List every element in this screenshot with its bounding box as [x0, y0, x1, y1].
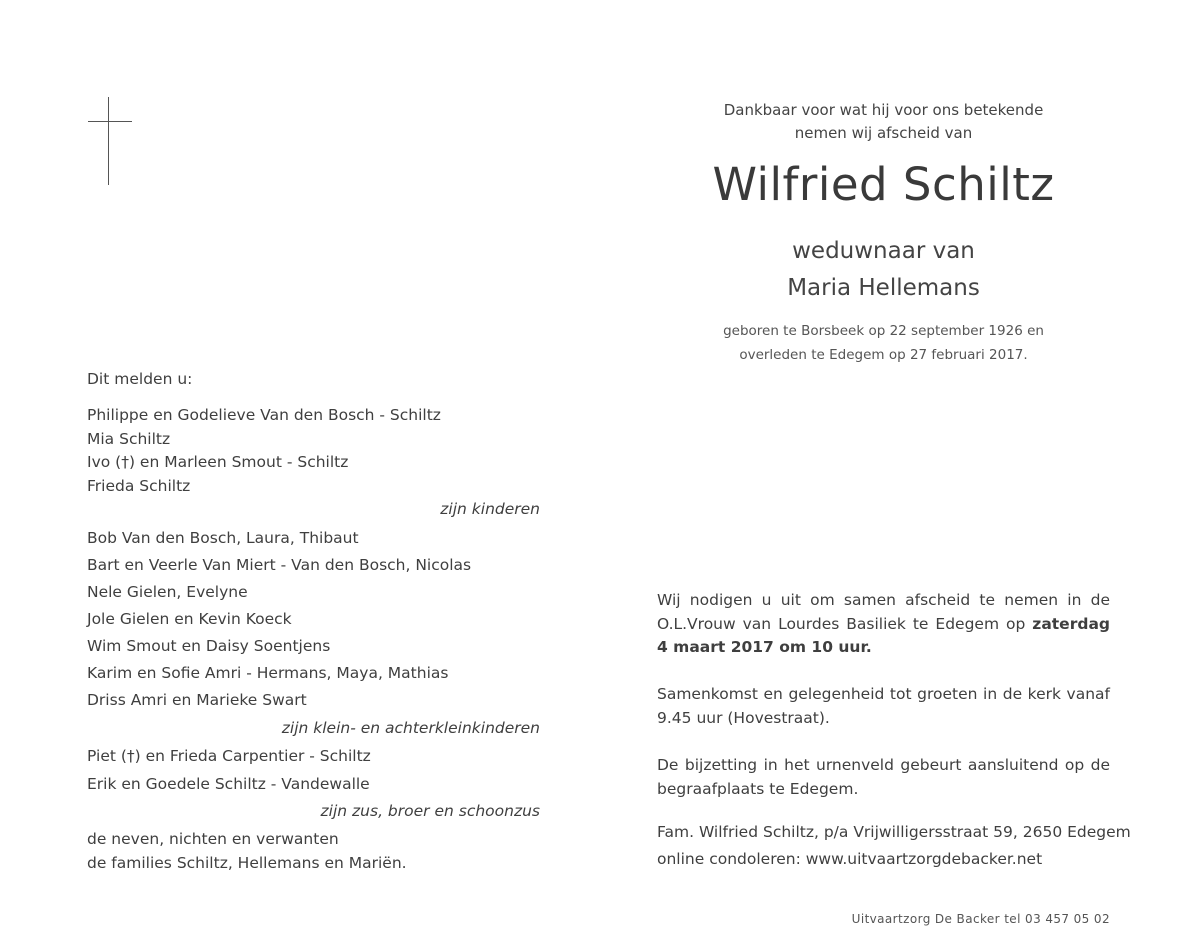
grandchild-line: Karim en Sofie Amri - Hermans, Maya, Mathias — [87, 664, 449, 682]
spouse-name: Maria Hellemans — [787, 275, 980, 301]
burial-text: De bijzetting in het urnenveld gebeurt aansluitend op de begraafplaats te Edegem. — [657, 756, 1110, 798]
child-line: Philippe en Godelieve Van den Bosch - Schiltz — [87, 406, 441, 424]
children-role: zijn kinderen — [440, 500, 540, 518]
invitation-text: Wij nodigen u uit om samen afscheid te nemen in de O.L.Vrouw van Lourdes Basiliek te Edegem op — [657, 591, 1110, 633]
grandchildren-role: zijn klein- en achterkleinkinderen — [281, 719, 540, 737]
life-dates — [657, 319, 1110, 367]
sibling-line: Erik en Goedele Schiltz - Vandewalle — [87, 775, 370, 793]
deceased-name: Wilfried Schiltz — [712, 158, 1055, 211]
grandchild-line: Driss Amri en Marieke Swart — [87, 691, 307, 709]
siblings-role: zijn zus, broer en schoonzus — [320, 802, 540, 820]
widower-block — [657, 233, 1110, 307]
cross-icon-vertical — [108, 97, 109, 185]
ceremony-invitation — [657, 589, 1110, 660]
intro-line-2: nemen wij afscheid van — [794, 124, 973, 142]
relatives-line: de neven, nichten en verwanten — [87, 830, 339, 848]
child-line: Ivo (†) en Marleen Smout - Schiltz — [87, 453, 349, 471]
death-line: overleden te Edegem op 27 februari 2017. — [739, 347, 1028, 363]
grandchild-line: Nele Gielen, Evelyne — [87, 583, 248, 601]
announcement-intro: Dit melden u: — [87, 370, 193, 388]
grandchild-line: Wim Smout en Daisy Soentjens — [87, 637, 331, 655]
undertaker-footer: Uitvaartzorg De Backer tel 03 457 05 02 — [851, 912, 1110, 926]
child-line: Mia Schiltz — [87, 430, 171, 448]
cross-icon-horizontal — [88, 121, 132, 122]
gathering-text: Samenkomst en gelegenheid tot groeten in de kerk vanaf 9.45 uur (Hovestraat). — [657, 685, 1110, 727]
grandchild-line: Jole Gielen en Kevin Koeck — [87, 610, 292, 628]
ceremony-datetime: zaterdag 4 maart 2017 om 10 uur. — [657, 614, 1110, 656]
intro-text — [657, 99, 1110, 145]
sibling-line: Piet (†) en Frieda Carpentier - Schiltz — [87, 747, 371, 765]
grandchild-line: Bob Van den Bosch, Laura, Thibaut — [87, 529, 359, 547]
widower-label: weduwnaar van — [792, 238, 975, 264]
grandchild-line: Bart en Veerle Van Miert - Van den Bosch, Nicolas — [87, 556, 472, 574]
birth-line: geboren te Borsbeek op 22 september 1926 en — [723, 323, 1044, 339]
family-address: Fam. Wilfried Schiltz, p/a Vrijwilligersstraat 59, 2650 Edegem — [657, 823, 1131, 841]
families-line: de families Schiltz, Hellemans en Mariën. — [87, 854, 407, 872]
intro-line-1: Dankbaar voor wat hij voor ons betekende — [723, 101, 1044, 119]
online-condolences: online condoleren: www.uitvaartzorgdebacker.net — [657, 850, 1043, 868]
child-line: Frieda Schiltz — [87, 477, 191, 495]
